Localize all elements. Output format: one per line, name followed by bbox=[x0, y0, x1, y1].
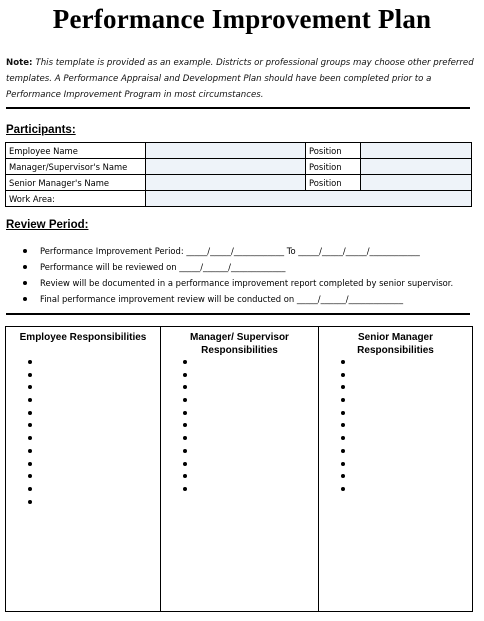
bullet-point bbox=[28, 411, 32, 415]
bullet-point bbox=[183, 474, 187, 478]
divider-line bbox=[6, 107, 470, 109]
bullet-point bbox=[341, 436, 345, 440]
bullet-point bbox=[28, 487, 32, 491]
bullet-point bbox=[183, 360, 187, 364]
participants-table bbox=[5, 142, 472, 207]
bullet-point bbox=[341, 423, 345, 427]
manager-responsibilities-column bbox=[161, 327, 319, 611]
bullet-point bbox=[28, 373, 32, 377]
bullet-point bbox=[183, 449, 187, 453]
row-label: Manager/Supervisor's Name bbox=[6, 159, 146, 175]
column-header: Senior Manager Responsibilities bbox=[357, 332, 434, 356]
employee-position-field[interactable] bbox=[361, 143, 472, 159]
column-header: Manager/ Supervisor Responsibilities bbox=[190, 332, 289, 356]
senior-manager-position-field[interactable] bbox=[361, 175, 472, 191]
bullet-point bbox=[183, 385, 187, 389]
bullet-point bbox=[183, 411, 187, 415]
bullet-point bbox=[183, 436, 187, 440]
list-item: Final performance improvement review will be conducted on _____/______/_____________ bbox=[20, 291, 475, 307]
bullet-point bbox=[341, 373, 345, 377]
participants-heading: Participants: bbox=[6, 124, 76, 136]
bullet-point bbox=[28, 436, 32, 440]
table-row bbox=[6, 175, 472, 191]
bullet-point bbox=[341, 398, 345, 402]
position-label: Position bbox=[306, 143, 361, 159]
row-label: Work Area: bbox=[6, 191, 146, 207]
work-area-field[interactable] bbox=[146, 191, 472, 207]
bullet-list[interactable] bbox=[341, 360, 345, 500]
bullet-point bbox=[341, 487, 345, 491]
bullet-point bbox=[183, 462, 187, 466]
table-row bbox=[6, 159, 472, 175]
bullet-list[interactable] bbox=[28, 360, 32, 512]
row-label: Senior Manager's Name bbox=[6, 175, 146, 191]
row-label: Employee Name bbox=[6, 143, 146, 159]
manager-position-field[interactable] bbox=[361, 159, 472, 175]
table-row bbox=[6, 143, 472, 159]
bullet-point bbox=[28, 398, 32, 402]
bullet-point bbox=[28, 500, 32, 504]
employee-name-field[interactable] bbox=[146, 143, 306, 159]
bullet-point bbox=[341, 360, 345, 364]
review-period-list bbox=[20, 243, 475, 307]
bullet-point bbox=[28, 360, 32, 364]
bullet-point bbox=[28, 462, 32, 466]
bullet-point bbox=[28, 423, 32, 427]
bullet-list[interactable] bbox=[183, 360, 187, 500]
page-title: Performance Improvement Plan bbox=[52, 4, 432, 34]
divider-line bbox=[6, 313, 470, 315]
list-item: Review will be documented in a performance improvement report completed by senior supervisor. bbox=[20, 275, 475, 291]
bullet-point bbox=[28, 385, 32, 389]
bullet-point bbox=[183, 423, 187, 427]
bullet-point bbox=[183, 487, 187, 491]
bullet-point bbox=[341, 385, 345, 389]
employee-responsibilities-column bbox=[6, 327, 161, 611]
responsibilities-table bbox=[5, 326, 473, 612]
bullet-point bbox=[341, 462, 345, 466]
note-text: This template is provided as an example. Districts or professional groups may choose other preferred templates. A Performance Appraisal and Development Plan should have been completed prior to a Performance Improvement Program in most circumstances. bbox=[6, 58, 474, 100]
bullet-point bbox=[341, 449, 345, 453]
template-note bbox=[6, 55, 476, 103]
bullet-point bbox=[28, 449, 32, 453]
position-label: Position bbox=[306, 175, 361, 191]
senior-manager-name-field[interactable] bbox=[146, 175, 306, 191]
bullet-point bbox=[183, 398, 187, 402]
bullet-point bbox=[341, 474, 345, 478]
list-item: Performance will be reviewed on _____/______/_____________ bbox=[20, 259, 475, 275]
table-row bbox=[6, 191, 472, 207]
manager-name-field[interactable] bbox=[146, 159, 306, 175]
position-label: Position bbox=[306, 159, 361, 175]
column-header: Employee Responsibilities bbox=[19, 332, 147, 343]
bullet-point bbox=[28, 474, 32, 478]
senior-manager-responsibilities-column bbox=[319, 327, 472, 611]
bullet-point bbox=[341, 411, 345, 415]
bullet-point bbox=[183, 373, 187, 377]
review-period-heading: Review Period: bbox=[6, 219, 89, 231]
list-item: Performance Improvement Period: _____/_____/____________ To _____/_____/_____/____________ bbox=[20, 243, 475, 259]
note-label: Note: bbox=[6, 58, 33, 68]
